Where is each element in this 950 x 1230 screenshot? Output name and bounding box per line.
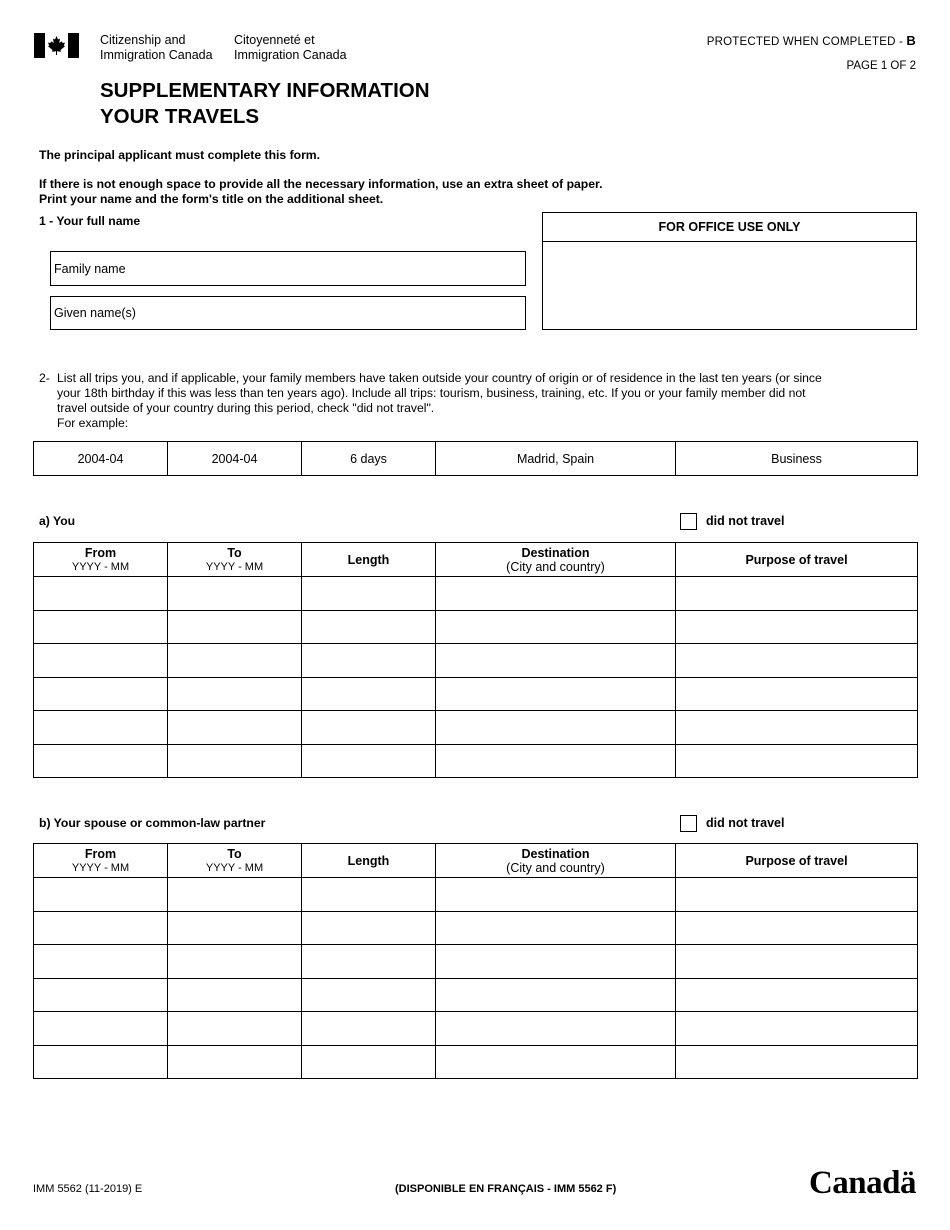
length-cell[interactable] [302,711,436,745]
destination-cell[interactable] [436,644,676,678]
table-row [34,978,918,1012]
purpose-cell[interactable] [676,1045,918,1079]
to-cell[interactable] [168,744,302,778]
department-name-french [234,33,347,62]
extra-sheet-line1: If there is not enough space to provide all the necessary information, use an extra sheet of paper. [39,177,603,191]
column-destination [436,543,676,577]
purpose-cell[interactable] [676,978,918,1012]
destination-cell[interactable] [436,744,676,778]
protected-marking [707,33,916,48]
to-cell[interactable] [168,878,302,912]
destination-cell[interactable] [436,711,676,745]
table-row [34,878,918,912]
destination-cell[interactable] [436,911,676,945]
family-name-label: Family name [54,261,126,276]
column-destination-hint: (City and country) [506,559,605,574]
extra-sheet-instruction [39,177,602,207]
travel-instructions [57,371,887,431]
column-from-format: YYYY - MM [71,560,130,573]
purpose-cell[interactable] [676,577,918,611]
column-to-label: To [227,846,242,861]
travel-instructions-line1: List all trips you, and if applicable, your family members have taken outside your country of origin or of residence in the last ten years (or since [57,371,822,385]
to-cell[interactable] [168,711,302,745]
to-cell[interactable] [168,978,302,1012]
french-availability-note: (DISPONIBLE EN FRANÇAIS - IMM 5562 F) [395,1183,617,1195]
column-to-format: YYYY - MM [205,861,264,874]
example-length: 6 days [302,442,436,476]
destination-cell[interactable] [436,1045,676,1079]
form-title [100,78,430,130]
page-number: PAGE 1 OF 2 [846,60,916,72]
example-table [33,441,918,476]
given-names-label: Given name(s) [54,306,136,320]
part-a-header-row [34,543,918,577]
column-to-format: YYYY - MM [205,560,264,573]
table-row [34,644,918,678]
canada-wordmark: Canadä [808,1165,916,1201]
destination-cell[interactable] [436,878,676,912]
column-to [168,543,302,577]
length-cell[interactable] [302,1045,436,1079]
destination-cell[interactable] [436,577,676,611]
purpose-cell[interactable] [676,945,918,979]
travel-instruction-number: 2- [39,371,50,385]
to-cell[interactable] [168,644,302,678]
from-cell[interactable] [34,945,168,979]
to-cell[interactable] [168,945,302,979]
extra-sheet-line2: Print your name and the form's title on the additional sheet. [39,192,384,206]
from-cell[interactable] [34,911,168,945]
destination-cell[interactable] [436,1012,676,1046]
length-cell[interactable] [302,978,436,1012]
from-cell[interactable] [34,1012,168,1046]
length-cell[interactable] [302,577,436,611]
example-from: 2004-04 [34,442,168,476]
column-from [34,844,168,878]
destination-cell[interactable] [436,978,676,1012]
office-use-box [542,212,917,330]
column-to-label: To [227,545,242,560]
length-cell[interactable] [302,644,436,678]
dept-fr-line2: Immigration Canada [234,47,347,62]
length-cell[interactable] [302,610,436,644]
department-name-english [100,33,213,62]
part-a-did-not-travel-label: did not travel [706,514,785,528]
column-purpose: Purpose of travel [676,543,918,577]
full-name-heading: 1 - Your full name [39,214,141,228]
column-to [168,844,302,878]
dept-en-line1: Citizenship and [100,33,186,47]
example-row [34,442,918,476]
part-b-did-not-travel-label: did not travel [706,816,785,830]
to-cell[interactable] [168,677,302,711]
travel-instructions-line4: For example: [57,416,129,430]
part-a-did-not-travel-checkbox[interactable] [680,513,697,530]
to-cell[interactable] [168,577,302,611]
column-destination-label: Destination [521,846,590,861]
part-a-travel-table [33,542,918,778]
from-cell[interactable] [34,677,168,711]
purpose-cell[interactable] [676,744,918,778]
from-cell[interactable] [34,644,168,678]
destination-cell[interactable] [436,945,676,979]
column-destination-hint: (City and country) [506,860,605,875]
from-cell[interactable] [34,1045,168,1079]
part-b-heading: b) Your spouse or common-law partner [39,816,266,830]
office-use-heading: FOR OFFICE USE ONLY [543,213,916,242]
part-a-heading: a) You [39,514,76,528]
purpose-cell[interactable] [676,878,918,912]
table-row [34,577,918,611]
from-cell[interactable] [34,744,168,778]
length-cell[interactable] [302,744,436,778]
from-cell[interactable] [34,711,168,745]
column-destination [436,844,676,878]
example-to: 2004-04 [168,442,302,476]
purpose-cell[interactable] [676,1012,918,1046]
canada-flag-icon [34,33,79,58]
part-b-header-row [34,844,918,878]
column-from [34,543,168,577]
travel-instructions-line2: your 18th birthday if this was less than ten years ago). Include all trips: tourism, business, training, etc. If you or your family member did not [57,386,806,400]
to-cell[interactable] [168,610,302,644]
to-cell[interactable] [168,1012,302,1046]
purpose-cell[interactable] [676,610,918,644]
title-line1: SUPPLEMENTARY INFORMATION [100,79,430,102]
from-cell[interactable] [34,878,168,912]
purpose-cell[interactable] [676,711,918,745]
column-from-format: YYYY - MM [71,861,130,874]
from-cell[interactable] [34,577,168,611]
example-purpose: Business [676,442,918,476]
table-row [34,911,918,945]
purpose-cell[interactable] [676,677,918,711]
dept-en-line2: Immigration Canada [100,47,213,62]
protected-level: B [906,33,916,48]
form-identifier: IMM 5562 (11-2019) E [33,1183,143,1195]
length-cell[interactable] [302,677,436,711]
purpose-cell[interactable] [676,644,918,678]
table-row [34,1045,918,1079]
protected-label: PROTECTED WHEN COMPLETED - [706,36,907,48]
table-row [34,945,918,979]
table-row [34,610,918,644]
to-cell[interactable] [168,911,302,945]
column-length: Length [302,543,436,577]
length-cell[interactable] [302,945,436,979]
column-from-label: From [84,545,117,560]
from-cell[interactable] [34,978,168,1012]
destination-cell[interactable] [436,677,676,711]
destination-cell[interactable] [436,610,676,644]
travel-instructions-line3: travel outside of your country during this period, check "did not travel". [57,401,435,415]
length-cell[interactable] [302,1012,436,1046]
to-cell[interactable] [168,1045,302,1079]
part-b-did-not-travel-checkbox[interactable] [680,815,697,832]
column-purpose: Purpose of travel [676,844,918,878]
column-from-label: From [84,846,117,861]
table-row [34,677,918,711]
purpose-cell[interactable] [676,911,918,945]
from-cell[interactable] [34,610,168,644]
principal-instruction: The principal applicant must complete this form. [39,148,321,162]
column-length: Length [302,844,436,878]
dept-fr-line1: Citoyenneté et [234,33,315,47]
table-row [34,1012,918,1046]
table-row [34,711,918,745]
length-cell[interactable] [302,911,436,945]
table-row [34,744,918,778]
length-cell[interactable] [302,878,436,912]
column-destination-label: Destination [521,545,590,560]
family-name-field[interactable] [50,251,526,286]
given-names-field[interactable] [50,296,526,330]
part-b-travel-table [33,843,918,1079]
example-destination: Madrid, Spain [436,442,676,476]
title-line2: YOUR TRAVELS [100,105,260,128]
